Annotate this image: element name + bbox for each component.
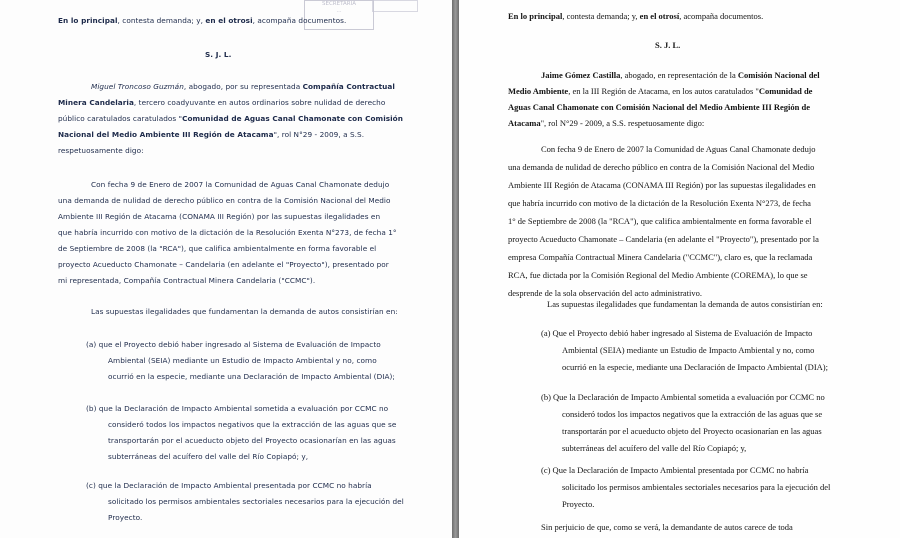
lawyer-name: Jaime Gómez Castilla xyxy=(541,70,621,80)
header-line xyxy=(508,11,763,21)
list-item-c: (c) que la Declaración de Impacto Ambiental presentada por CCMC no habría xyxy=(86,481,372,490)
paragraph-line: RCA, fue dictada por la Comisión Regional del Medio Ambiente (COREMA), lo que se xyxy=(508,270,808,280)
sjl-heading: S. J. L. xyxy=(655,40,681,50)
paragraph-line xyxy=(58,130,364,139)
list-item-c-line: Proyecto. xyxy=(108,513,143,522)
case-title: Comunidad de xyxy=(758,86,813,96)
list-item-c-line: solicitado los permisos ambientales sectoriales necesarios para la ejecución del xyxy=(108,497,404,506)
page-separator xyxy=(452,0,459,538)
case-title: Comunidad de Aguas Canal Chamonate con Comisión xyxy=(182,114,403,123)
paragraph-line xyxy=(58,114,403,123)
text-span: , tercero coadyuvante en autos ordinarios sobre nulidad de derecho xyxy=(133,98,386,107)
list-item-a: (a) Que el Proyecto debió haber ingresado al Sistema de Evaluación de Impacto xyxy=(541,328,813,338)
header-line xyxy=(58,16,346,25)
paragraph-line: Ambiente III Región de Atacama (CONAMA III Región) por las supuestas ilegalidades en xyxy=(58,212,381,221)
paragraph-line: Las supuestas ilegalidades que fundamentan la demanda de autos consistirían en: xyxy=(91,307,398,316)
company-name: Compañía Contractual xyxy=(302,82,395,91)
list-item-b-line: transportarán por el acueducto objeto del Proyecto ocasionarían en las aguas xyxy=(108,436,396,445)
header-otrosi: en el otrosí xyxy=(639,11,680,21)
list-item-b-line: consideró todos los impactos negativos que la extracción de las aguas que se xyxy=(562,409,823,419)
list-item-b-line: subterráneas del acuífero del valle del Río Copiapó; y, xyxy=(562,443,747,453)
sjl-heading: S. J. L. xyxy=(205,50,232,59)
text-span: ", rol N°29 - 2009, a S.S. respetuosamente digo: xyxy=(540,118,705,128)
list-item-a: (a) que el Proyecto debió haber ingresado al Sistema de Evaluación de Impacto xyxy=(86,340,381,349)
paragraph-line xyxy=(508,86,812,96)
list-item-c-line: Proyecto. xyxy=(562,499,595,509)
header-text: , contesta demanda; y, xyxy=(117,16,206,25)
paragraph-line: proyecto Acueducto Chamonate – Candelaria (en adelante el "Proyecto"), presentado por la xyxy=(508,234,819,244)
paragraph-line: 1° de Septiembre de 2008 (la "RCA"), que califica ambientalmente en forma favorable el xyxy=(508,216,812,226)
list-item-a-line: ocurrió en la especie, mediante una Declaración de Impacto Ambiental (DIA); xyxy=(562,362,828,372)
reception-stamp xyxy=(304,0,374,30)
commission-name: Comisión Nacional del xyxy=(737,70,820,80)
text-span: , abogado, en representación de la xyxy=(620,70,738,80)
paragraph-line: Con fecha 9 de Enero de 2007 la Comunidad de Aguas Canal Chamonate dedujo xyxy=(91,180,390,189)
paragraph-line: Aguas Canal Chamonate con Comisión Nacional del Medio Ambiente III Región de xyxy=(508,102,811,112)
paragraph-line xyxy=(508,118,704,128)
paragraph-line: empresa Compañía Contractual Minera Candelaria ("CCMC"), claro es, que la reclamada xyxy=(508,252,813,262)
list-item-b: (b) Que la Declaración de Impacto Ambiental sometida a evaluación por CCMC no xyxy=(541,392,825,402)
list-item-b: (b) que la Declaración de Impacto Ambiental sometida a evaluación por CCMC no xyxy=(86,404,389,413)
list-item-a-line: Ambiental (SEIA) mediante un Estudio de Impacto Ambiental y no, como xyxy=(108,356,377,365)
case-title: Atacama xyxy=(508,118,541,128)
paragraph-line: Con fecha 9 de Enero de 2007 la Comunidad de Aguas Canal Chamonate dedujo xyxy=(541,144,816,154)
commission-name: Medio Ambiente xyxy=(508,86,569,96)
paragraph-line: proyecto Acueducto Chamonate – Candelaria (en adelante el "Proyecto"), presentado por xyxy=(58,260,389,269)
case-title: Nacional del Medio Ambiente III Región de Atacama xyxy=(58,130,274,139)
list-item-a-line: ocurrió en la especie, mediante una Declaración de Impacto Ambiental (DIA); xyxy=(108,372,395,381)
text-span: , en la III Región de Atacama, en los autos caratulados " xyxy=(568,86,759,96)
text-span: público caratulados caratulados " xyxy=(58,114,183,123)
paragraph-line xyxy=(58,98,385,107)
paragraph-line: una demanda de nulidad de derecho público en contra de la Comisión Nacional del Medio xyxy=(58,196,391,205)
list-item-a-line: Ambiental (SEIA) mediante un Estudio de Impacto Ambiental y no, como xyxy=(562,345,815,355)
lawyer-name: Miguel Troncoso Guzmán xyxy=(91,82,184,91)
paragraph-line xyxy=(91,82,395,91)
header-text: , contesta demanda; y, xyxy=(562,11,640,21)
header-principal: En lo principal xyxy=(58,16,118,25)
stamp-text-2: ... xyxy=(336,8,342,14)
text-span: , abogado, por su representada xyxy=(183,82,303,91)
paragraph-line: desprende de la sola observación del acto administrativo. xyxy=(508,288,703,298)
stamp-text: SECRETARIA xyxy=(321,1,356,7)
document-page-right xyxy=(459,0,900,538)
paragraph-line: de Septiembre de 2008 (la "RCA"), que califica ambientalmente en forma favorable el xyxy=(58,244,377,253)
header-otrosi: en el otrosi xyxy=(205,16,253,25)
list-item-b-line: transportarán por el acueducto objeto del Proyecto ocasionarían en las aguas xyxy=(562,426,822,436)
list-item-c-line: solicitado los permisos ambientales sectoriales necesarios para la ejecución del xyxy=(562,482,831,492)
paragraph-line: respetuosamente digo: xyxy=(58,146,144,155)
paragraph-line: que habría incurrido con motivo de la dictación de la Resolución Exenta N°273, de fecha xyxy=(508,198,811,208)
header-text-2: , acompaña documentos. xyxy=(252,16,347,25)
stamp-box xyxy=(372,0,418,12)
company-name: Minera Candelaria xyxy=(58,98,134,107)
paragraph-line: Sin perjuicio de que, como se verá, la demandante de autos carece de toda xyxy=(541,522,793,532)
header-principal: En lo principal xyxy=(508,11,563,21)
paragraph-line: que habría incurrido con motivo de la dictación de la Resolución Exenta N°273, de fecha 1° xyxy=(58,228,397,237)
paragraph-line: Ambiente III Región de Atacama (CONAMA III Región) por las supuestas ilegalidades en xyxy=(508,180,816,190)
list-item-b-line: consideró todos los impactos negativos que la extracción de las aguas que se xyxy=(108,420,397,429)
list-item-b-line: subterráneas del acuífero del valle del Río Copiapó; y, xyxy=(108,452,309,461)
header-text-2: , acompaña documentos. xyxy=(679,11,764,21)
paragraph-line: una demanda de nulidad de derecho público en contra de la Comisión Nacional del Medio xyxy=(508,162,815,172)
paragraph-line: Las supuestas ilegalidades que fundamentan la demanda de autos consistirían en: xyxy=(547,299,823,309)
text-span: ", rol N°29 - 2009, a S.S. xyxy=(273,130,365,139)
paragraph-line xyxy=(541,70,820,80)
paragraph-line: mi representada, Compañía Contractual Minera Candelaria ("CCMC"). xyxy=(58,276,316,285)
list-item-c: (c) Que la Declaración de Impacto Ambiental presentada por CCMC no habría xyxy=(541,465,809,475)
